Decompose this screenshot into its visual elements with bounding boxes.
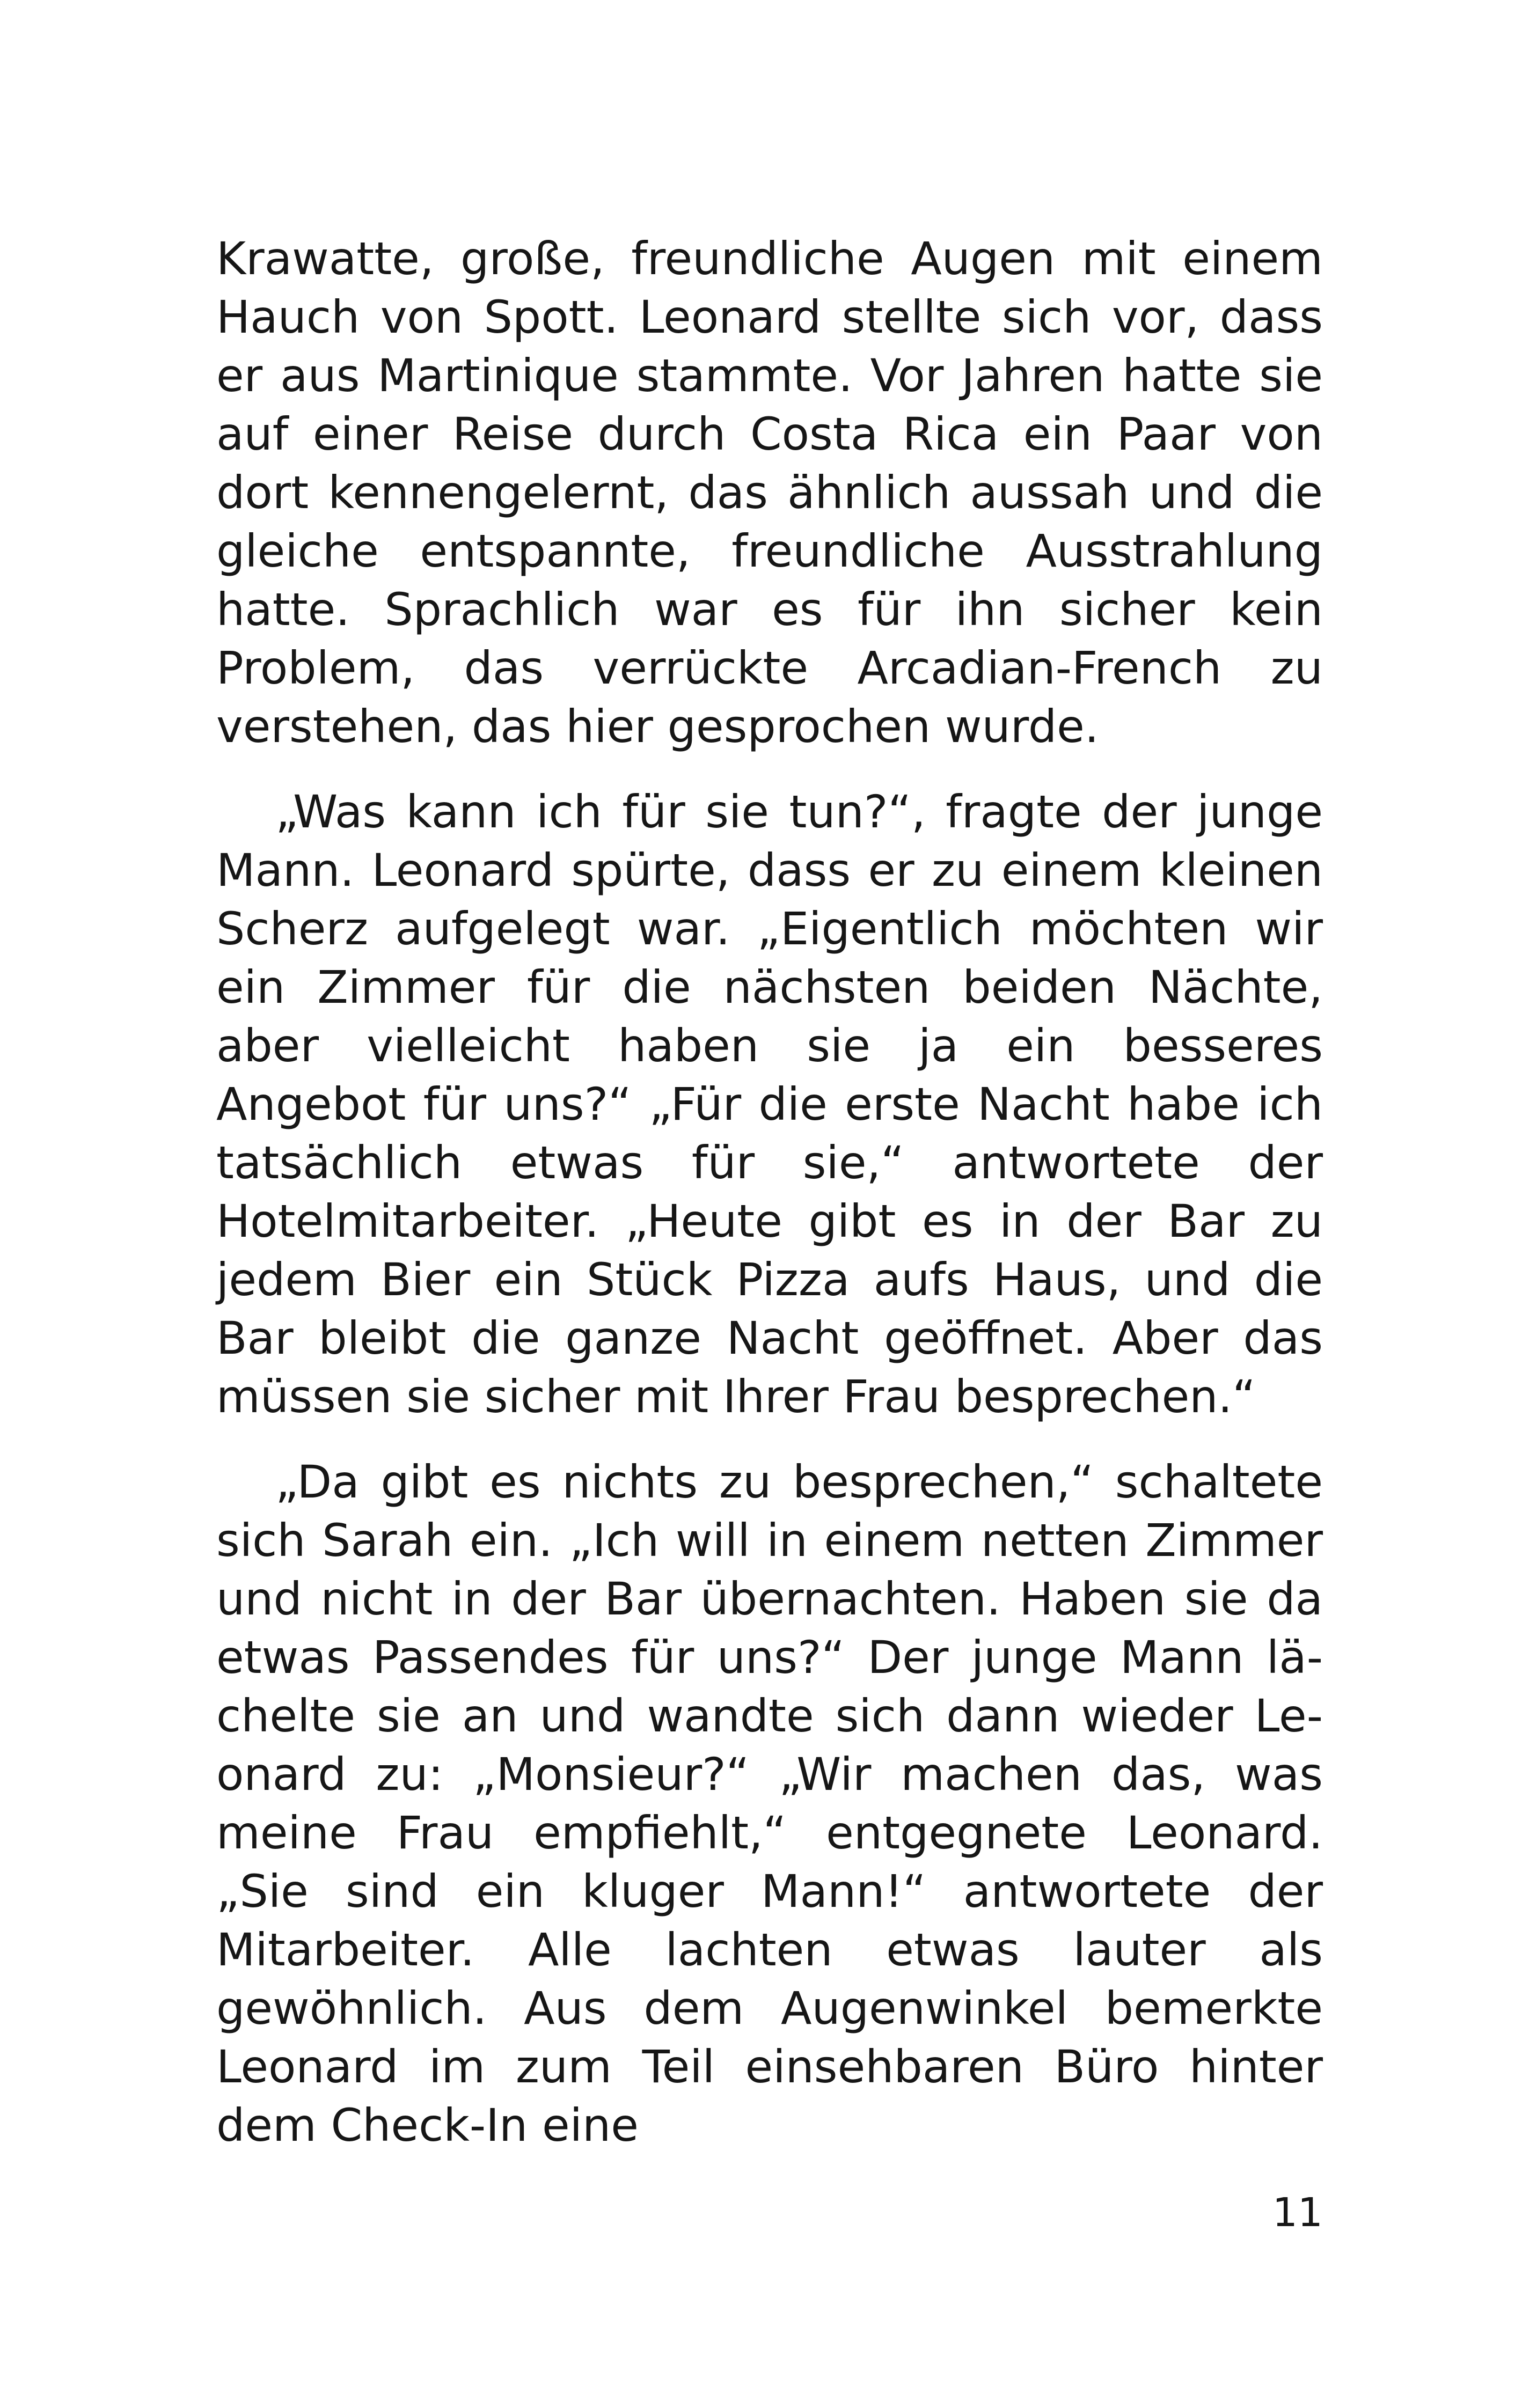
page-number: 11 <box>1272 2190 1323 2236</box>
paragraph-3: „Da gibt es nichts zu besprechen,“ schaltete sich Sarah ein. „Ich will in einem netten Zimmer und nicht in der Bar übernachten. Haben sie da etwas Passendes für uns?“ Der junge Mann lächelte sie an und wandte sich dann wieder Leonard zu: „Monsieur?“ „Wir machen das, was meine Frau empfiehlt,“ entgegnete Leonard. „Sie sind ein kluger Mann!“ antwortete der Mitarbeiter. Alle lachten etwas lauter als gewöhnlich. Aus dem Augenwinkel bemerkte Leonard im zum Teil einsehbaren Büro hinter dem Check-In eine <box>216 1456 1323 2152</box>
paragraph-2: „Was kann ich für sie tun?“, fragte der junge Mann. Leonard spürte, dass er zu einem kleinen Scherz aufgelegt war. „Eigentlich möchten wir ein Zimmer für die nächsten beiden Nächte, aber vielleicht haben sie ja ein besseres Angebot für uns?“ „Für die erste Nacht habe ich tatsächlich etwas für sie,“ antwortete der Hotelmitarbeiter. „Heute gibt es in der Bar zu jedem Bier ein Stück Pizza aufs Haus, und die Bar bleibt die ganze Nacht geöffnet. Aber das müssen sie sicher mit Ihrer Frau besprechen.“ <box>216 785 1323 1423</box>
body-text <box>216 230 1323 2155</box>
paragraph-1: Krawatte, große, freundliche Augen mit einem Hauch von Spott. Leonard stellte sich vor, dass er aus Martinique stammte. Vor Jahren hatte sie auf einer Reise durch Costa Rica ein Paar von dort kennengelernt, das ähnlich aussah und die gleiche entspannte, freundliche Ausstrahlung hatte. Sprachlich war es für ihn sicher kein Problem, das verrückte Arcadian-French zu verstehen, das hier gesprochen wurde. <box>216 232 1323 753</box>
